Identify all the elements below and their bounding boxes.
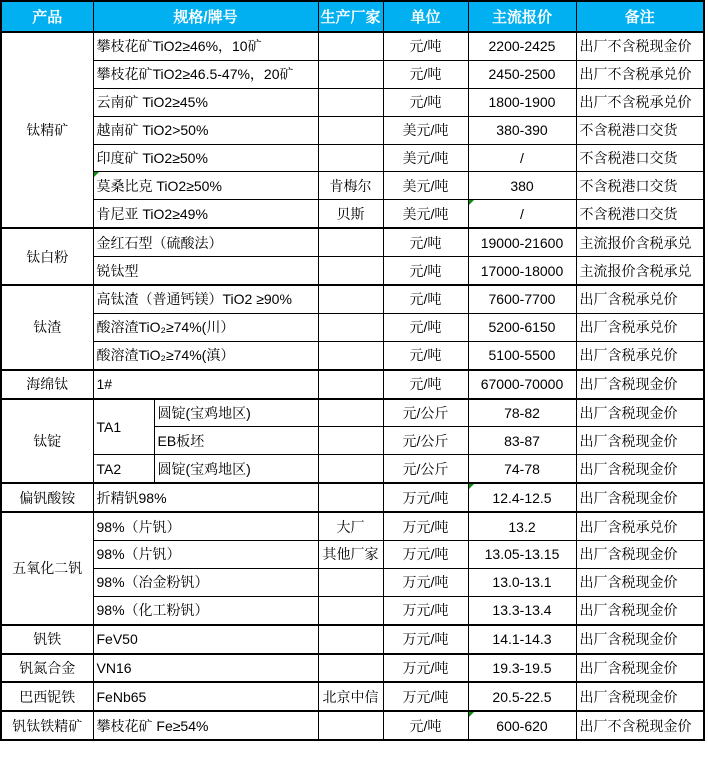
price-cell[interactable]: 78-82 (468, 399, 576, 427)
product-cell[interactable]: 五氧化二钒 (1, 512, 93, 625)
manufacturer-cell[interactable] (318, 625, 383, 654)
spec-cell[interactable]: 攀枝花矿TiO2≥46.5-47%，20矿 (93, 60, 318, 88)
spec-form-cell[interactable]: EB板坯 (154, 427, 318, 455)
unit-cell[interactable]: 元/吨 (383, 341, 468, 369)
price-cell[interactable]: / (468, 144, 576, 172)
table-row (1, 711, 704, 740)
note-cell[interactable]: 出厂不含税现金价 (576, 32, 704, 60)
spec-cell[interactable]: 折精钒98% (93, 483, 318, 512)
spec-cell[interactable]: 高钛渣（普通钙镁）TiO2 ≥90% (93, 285, 318, 313)
unit-cell[interactable]: 元/吨 (383, 60, 468, 88)
cell-error-flag-icon (469, 484, 474, 489)
spec-form-cell[interactable]: 圆锭(宝鸡地区) (154, 399, 318, 427)
unit-cell[interactable]: 美元/吨 (383, 172, 468, 200)
price-cell[interactable]: 5200-6150 (468, 313, 576, 341)
table-row (1, 596, 704, 624)
table-row (1, 455, 704, 483)
table-row (1, 32, 704, 60)
price-cell[interactable]: 13.3-13.4 (468, 596, 576, 624)
unit-cell[interactable]: 元/吨 (383, 711, 468, 740)
unit-cell[interactable]: 美元/吨 (383, 144, 468, 172)
price-cell[interactable]: 14.1-14.3 (468, 625, 576, 654)
note-cell[interactable]: 出厂含税现金价 (576, 370, 704, 399)
product-cell[interactable]: 钛渣 (1, 285, 93, 370)
table-row (1, 512, 704, 540)
note-cell[interactable]: 出厂含税现金价 (576, 596, 704, 624)
price-cell[interactable]: 17000-18000 (468, 257, 576, 285)
table-row (1, 257, 704, 285)
unit-cell[interactable]: 元/吨 (383, 32, 468, 60)
price-cell[interactable]: 74-78 (468, 455, 576, 483)
manufacturer-cell[interactable] (318, 60, 383, 88)
price-cell[interactable]: 83-87 (468, 427, 576, 455)
price-cell[interactable]: 2450-2500 (468, 60, 576, 88)
note-cell[interactable]: 出厂含税现金价 (576, 654, 704, 683)
manufacturer-cell[interactable] (318, 285, 383, 313)
spec-cell[interactable]: 98%（片钒） (93, 512, 318, 540)
table-row (1, 88, 704, 116)
unit-cell[interactable]: 万元/吨 (383, 568, 468, 596)
note-cell[interactable]: 不含税港口交货 (576, 144, 704, 172)
price-cell[interactable]: 600-620 (468, 711, 576, 740)
table-header (1, 1, 704, 32)
price-cell[interactable]: 2200-2425 (468, 32, 576, 60)
manufacturer-cell[interactable] (318, 32, 383, 60)
note-cell[interactable]: 出厂含税承兑价 (576, 341, 704, 369)
header-spec[interactable]: 规格/牌号 (93, 1, 318, 32)
table-row (1, 483, 704, 512)
unit-cell[interactable]: 元/吨 (383, 88, 468, 116)
price-cell[interactable]: 5100-5500 (468, 341, 576, 369)
table-row (1, 144, 704, 172)
manufacturer-cell[interactable] (318, 341, 383, 369)
spec-cell[interactable]: FeNb65 (93, 682, 318, 711)
price-cell[interactable]: 67000-70000 (468, 370, 576, 399)
manufacturer-cell[interactable] (318, 568, 383, 596)
note-cell[interactable]: 主流报价含税承兑 (576, 228, 704, 256)
manufacturer-cell[interactable] (318, 399, 383, 427)
unit-cell[interactable]: 美元/吨 (383, 200, 468, 228)
manufacturer-cell[interactable] (318, 116, 383, 144)
table-row (1, 313, 704, 341)
unit-cell[interactable]: 万元/吨 (383, 512, 468, 540)
note-cell[interactable]: 出厂含税承兑价 (576, 285, 704, 313)
table-row (1, 568, 704, 596)
note-cell[interactable]: 不含税港口交货 (576, 200, 704, 228)
table-row (1, 60, 704, 88)
price-cell[interactable]: 13.2 (468, 512, 576, 540)
price-cell[interactable]: / (468, 200, 576, 228)
note-cell[interactable]: 出厂含税现金价 (576, 625, 704, 654)
table-body (1, 32, 704, 740)
price-cell[interactable]: 20.5-22.5 (468, 682, 576, 711)
cell-error-flag-icon (469, 200, 474, 205)
table-row (1, 399, 704, 427)
spec-cell[interactable]: 酸溶渣TiO₂≥74%(川） (93, 313, 318, 341)
spec-cell[interactable]: 云南矿 TiO2≥45% (93, 88, 318, 116)
manufacturer-cell[interactable] (318, 455, 383, 483)
unit-cell[interactable]: 万元/吨 (383, 596, 468, 624)
note-cell[interactable]: 出厂含税现金价 (576, 455, 704, 483)
note-cell[interactable]: 出厂含税现金价 (576, 682, 704, 711)
cell-error-flag-icon (469, 712, 474, 717)
spec-form-cell[interactable]: 圆锭(宝鸡地区) (154, 455, 318, 483)
table-row (1, 341, 704, 369)
manufacturer-cell[interactable] (318, 144, 383, 172)
manufacturer-cell[interactable] (318, 711, 383, 740)
product-cell[interactable]: 钒钛铁精矿 (1, 711, 93, 740)
product-cell[interactable]: 钛锭 (1, 399, 93, 484)
manufacturer-cell[interactable]: 大厂 (318, 512, 383, 540)
spec-cell[interactable]: 越南矿 TiO2>50% (93, 116, 318, 144)
manufacturer-cell[interactable] (318, 483, 383, 512)
product-cell[interactable]: 巴西铌铁 (1, 682, 93, 711)
note-cell[interactable]: 出厂含税现金价 (576, 399, 704, 427)
product-cell[interactable]: 钒氮合金 (1, 654, 93, 683)
spec-cell[interactable]: VN16 (93, 654, 318, 683)
spec-cell[interactable]: 攀枝花矿 Fe≥54% (93, 711, 318, 740)
spec-cell[interactable]: FeV50 (93, 625, 318, 654)
product-cell[interactable]: 钒铁 (1, 625, 93, 654)
unit-cell[interactable]: 万元/吨 (383, 541, 468, 569)
manufacturer-cell[interactable]: 其他厂家 (318, 541, 383, 569)
unit-cell[interactable]: 元/吨 (383, 257, 468, 285)
manufacturer-cell[interactable] (318, 427, 383, 455)
unit-cell[interactable]: 美元/吨 (383, 116, 468, 144)
header-product[interactable]: 产品 (1, 1, 93, 32)
header-note[interactable]: 备注 (576, 1, 704, 32)
unit-cell[interactable]: 元/吨 (383, 228, 468, 256)
table-row (1, 285, 704, 313)
product-cell[interactable]: 偏钒酸铵 (1, 483, 93, 512)
unit-cell[interactable]: 元/公斤 (383, 455, 468, 483)
spec-cell[interactable]: 莫桑比克 TiO2≥50% (93, 172, 318, 200)
note-cell[interactable]: 出厂含税承兑价 (576, 313, 704, 341)
table-row (1, 200, 704, 228)
spec-grade-cell[interactable]: TA1 (93, 399, 154, 455)
manufacturer-cell[interactable] (318, 596, 383, 624)
manufacturer-cell[interactable]: 北京中信 (318, 682, 383, 711)
product-cell[interactable]: 钛白粉 (1, 228, 93, 285)
price-cell[interactable]: 1800-1900 (468, 88, 576, 116)
price-cell[interactable]: 13.05-13.15 (468, 541, 576, 569)
unit-cell[interactable]: 元/吨 (383, 285, 468, 313)
unit-cell[interactable]: 元/吨 (383, 313, 468, 341)
note-cell[interactable]: 出厂不含税承兑价 (576, 88, 704, 116)
unit-cell[interactable]: 元/公斤 (383, 399, 468, 427)
header-unit[interactable]: 单位 (383, 1, 468, 32)
table-row (1, 541, 704, 569)
table-row (1, 682, 704, 711)
note-cell[interactable]: 不含税港口交货 (576, 172, 704, 200)
spec-cell[interactable]: 98%（冶金粉钒） (93, 568, 318, 596)
table-row (1, 625, 704, 654)
unit-cell[interactable]: 万元/吨 (383, 625, 468, 654)
spec-cell[interactable]: 锐钛型 (93, 257, 318, 285)
price-cell[interactable]: 380 (468, 172, 576, 200)
product-cell[interactable]: 海绵钛 (1, 370, 93, 399)
unit-cell[interactable]: 万元/吨 (383, 654, 468, 683)
note-cell[interactable]: 出厂含税现金价 (576, 541, 704, 569)
table-row (1, 228, 704, 256)
note-cell[interactable]: 出厂含税承兑价 (576, 512, 704, 540)
price-cell[interactable]: 13.0-13.1 (468, 568, 576, 596)
manufacturer-cell[interactable] (318, 228, 383, 256)
unit-cell[interactable]: 元/公斤 (383, 427, 468, 455)
spec-cell[interactable]: 98%（化工粉钒） (93, 596, 318, 624)
spec-grade-cell[interactable]: TA2 (93, 455, 154, 483)
unit-cell[interactable]: 万元/吨 (383, 682, 468, 711)
manufacturer-cell[interactable]: 肯梅尔 (318, 172, 383, 200)
manufacturer-cell[interactable]: 贝斯 (318, 200, 383, 228)
manufacturer-cell[interactable] (318, 257, 383, 285)
manufacturer-cell[interactable] (318, 370, 383, 399)
note-cell[interactable]: 出厂含税现金价 (576, 568, 704, 596)
manufacturer-cell[interactable] (318, 313, 383, 341)
price-cell[interactable]: 12.4-12.5 (468, 483, 576, 512)
spec-cell[interactable]: 金红石型（硫酸法） (93, 228, 318, 256)
spec-cell[interactable]: 1# (93, 370, 318, 399)
spec-cell[interactable]: 印度矿 TiO2≥50% (93, 144, 318, 172)
note-cell[interactable]: 出厂不含税现金价 (576, 711, 704, 740)
table-row (1, 172, 704, 200)
price-cell[interactable]: 19000-21600 (468, 228, 576, 256)
note-cell[interactable]: 主流报价含税承兑 (576, 257, 704, 285)
unit-cell[interactable]: 元/吨 (383, 370, 468, 399)
table-row (1, 654, 704, 683)
header-price[interactable]: 主流报价 (468, 1, 576, 32)
spec-cell[interactable]: 攀枝花矿TiO2≥46%，10矿 (93, 32, 318, 60)
spec-cell[interactable]: 98%（片钒） (93, 541, 318, 569)
price-cell[interactable]: 7600-7700 (468, 285, 576, 313)
unit-cell[interactable]: 万元/吨 (383, 483, 468, 512)
manufacturer-cell[interactable] (318, 88, 383, 116)
note-cell[interactable]: 不含税港口交货 (576, 116, 704, 144)
spec-cell[interactable]: 酸溶渣TiO₂≥74%(滇） (93, 341, 318, 369)
table-row (1, 116, 704, 144)
note-cell[interactable]: 出厂含税现金价 (576, 483, 704, 512)
note-cell[interactable]: 出厂含税现金价 (576, 427, 704, 455)
note-cell[interactable]: 出厂不含税承兑价 (576, 60, 704, 88)
price-cell[interactable]: 19.3-19.5 (468, 654, 576, 683)
header-row (1, 1, 704, 32)
table-row (1, 370, 704, 399)
product-cell[interactable]: 钛精矿 (1, 32, 93, 228)
manufacturer-cell[interactable] (318, 654, 383, 683)
cell-error-flag-icon (94, 172, 99, 177)
price-cell[interactable]: 380-390 (468, 116, 576, 144)
header-manufacturer[interactable]: 生产厂家 (318, 1, 383, 32)
spec-cell[interactable]: 肯尼亚 TiO2≥49% (93, 200, 318, 228)
